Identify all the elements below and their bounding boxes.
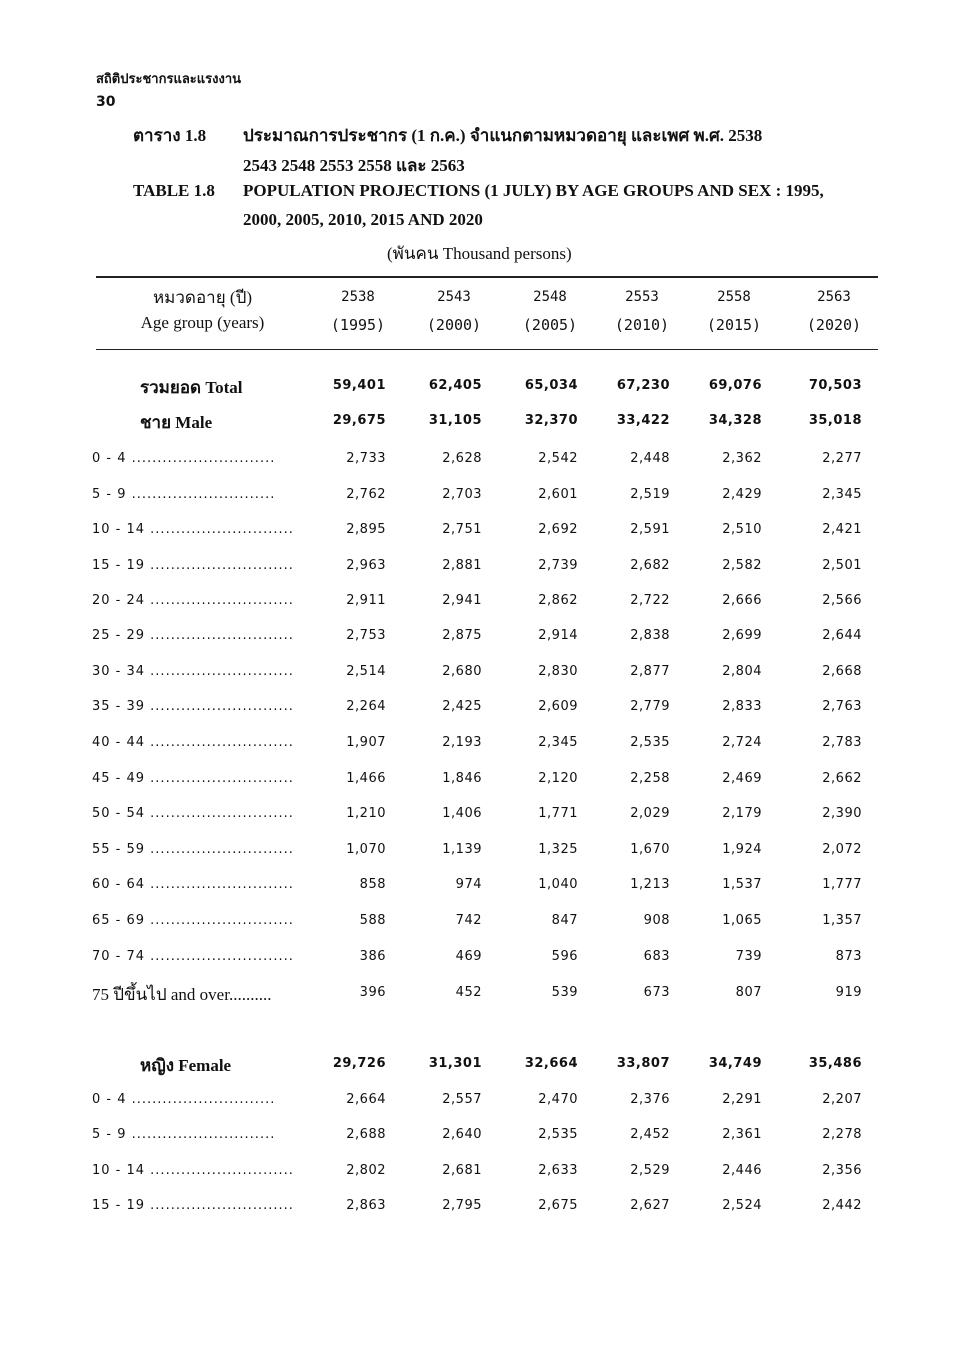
header-year-thai: 2548 [533, 289, 567, 305]
table-cell: 1,213 [630, 877, 670, 892]
table-cell: 452 [455, 985, 482, 1000]
table-cell: 2,207 [822, 1092, 862, 1107]
table-cell: 673 [643, 985, 670, 1000]
table-cell: 2,425 [442, 699, 482, 714]
table-cell: 2,833 [722, 699, 762, 714]
table-cell: 31,301 [428, 1056, 482, 1071]
table-cell: 2,264 [346, 699, 386, 714]
table-cell: 2,627 [630, 1198, 670, 1213]
table-row [0, 487, 966, 517]
table-cell: 2,722 [630, 593, 670, 608]
table-cell: 1,406 [442, 806, 482, 821]
row-label: 45 - 49 ............................ [92, 771, 294, 786]
table-cell: 908 [643, 913, 670, 928]
table-cell: 588 [359, 913, 386, 928]
table-row [0, 1127, 966, 1157]
table-cell: 2,640 [442, 1127, 482, 1142]
row-label: 10 - 14 ............................ [92, 1163, 294, 1178]
table-cell: 2,356 [822, 1163, 862, 1178]
row-label: ชาย Male [140, 413, 213, 432]
table-cell: 2,470 [538, 1092, 578, 1107]
table-cell: 2,795 [442, 1198, 482, 1213]
header-year-english: (2000) [426, 316, 482, 334]
table-cell: 2,277 [822, 451, 862, 466]
table-cell: 2,682 [630, 558, 670, 573]
table-row [0, 558, 966, 588]
table-row [0, 522, 966, 552]
table-cell: 2,535 [538, 1127, 578, 1142]
table-cell: 2,779 [630, 699, 670, 714]
table-row [0, 1198, 966, 1228]
table-cell: 2,681 [442, 1163, 482, 1178]
row-label: 20 - 24 ............................ [92, 593, 294, 608]
row-label: 70 - 74 ............................ [92, 949, 294, 964]
table-group-row [0, 1056, 966, 1086]
table-cell: 2,179 [722, 806, 762, 821]
table-cell: 2,802 [346, 1163, 386, 1178]
table-cell: 2,963 [346, 558, 386, 573]
table-cell: 2,762 [346, 487, 386, 502]
table-cell: 34,328 [708, 413, 762, 428]
table-cell: 34,749 [708, 1056, 762, 1071]
table-row [0, 628, 966, 658]
table-cell: 1,070 [346, 842, 386, 857]
table-cell: 2,566 [822, 593, 862, 608]
table-row [0, 593, 966, 623]
header-year-thai: 2563 [817, 289, 851, 305]
table-row [0, 771, 966, 801]
table-cell: 70,503 [808, 378, 862, 393]
row-label: 55 - 59 ............................ [92, 842, 294, 857]
row-label: 35 - 39 ............................ [92, 699, 294, 714]
table-cell: 1,357 [822, 913, 862, 928]
table-cell: 2,291 [722, 1092, 762, 1107]
table-cell: 2,446 [722, 1163, 762, 1178]
table-cell: 2,376 [630, 1092, 670, 1107]
table-header-rule [96, 349, 878, 350]
header-age-group-english: Age group (years) [140, 313, 265, 332]
table-cell: 2,193 [442, 735, 482, 750]
row-label: 5 - 9 ............................ [92, 487, 276, 502]
table-cell: 62,405 [428, 378, 482, 393]
table-cell: 2,519 [630, 487, 670, 502]
row-label: 65 - 69 ............................ [92, 913, 294, 928]
table-cell: 974 [455, 877, 482, 892]
table-cell: 69,076 [708, 378, 762, 393]
table-cell: 2,664 [346, 1092, 386, 1107]
table-cell: 2,863 [346, 1198, 386, 1213]
table-cell: 386 [359, 949, 386, 964]
table-cell: 2,258 [630, 771, 670, 786]
table-cell: 1,210 [346, 806, 386, 821]
table-cell: 2,881 [442, 558, 482, 573]
table-row [0, 806, 966, 836]
table-top-rule [96, 276, 878, 278]
table-cell: 1,537 [722, 877, 762, 892]
table-cell: 742 [455, 913, 482, 928]
caption-thai-text: ประมาณการประชากร (1 ก.ค.) จำแนกตามหมวดอายุ และเพศ พ.ศ. 2538 [243, 126, 763, 145]
header-year-english: (2020) [806, 316, 862, 334]
table-cell: 31,105 [428, 413, 482, 428]
row-label: รวมยอด Total [140, 378, 243, 397]
table-cell: 2,804 [722, 664, 762, 679]
table-row [0, 877, 966, 907]
table-cell: 2,542 [538, 451, 578, 466]
table-cell: 596 [551, 949, 578, 964]
table-cell: 2,582 [722, 558, 762, 573]
table-row [0, 699, 966, 729]
table-cell: 2,703 [442, 487, 482, 502]
table-cell: 2,875 [442, 628, 482, 643]
header-year-thai: 2538 [341, 289, 375, 305]
row-label: หญิง Female [140, 1056, 232, 1075]
caption-english-label: TABLE 1.8 [133, 181, 215, 200]
table-cell: 29,726 [332, 1056, 386, 1071]
table-cell: 2,699 [722, 628, 762, 643]
row-label: 25 - 29 ............................ [92, 628, 294, 643]
table-cell: 2,510 [722, 522, 762, 537]
header-year-thai: 2558 [717, 289, 751, 305]
row-label: 60 - 64 ............................ [92, 877, 294, 892]
table-cell: 2,675 [538, 1198, 578, 1213]
table-row [0, 985, 966, 1015]
table-row [0, 913, 966, 943]
row-label: 15 - 19 ............................ [92, 558, 294, 573]
table-group-row [0, 413, 966, 443]
table-cell: 2,345 [822, 487, 862, 502]
table-cell: 35,018 [808, 413, 862, 428]
table-cell: 1,924 [722, 842, 762, 857]
table-cell: 739 [735, 949, 762, 964]
table-cell: 2,724 [722, 735, 762, 750]
table-cell: 32,664 [524, 1056, 578, 1071]
table-cell: 2,666 [722, 593, 762, 608]
table-cell: 469 [455, 949, 482, 964]
table-cell: 2,609 [538, 699, 578, 714]
table-cell: 2,739 [538, 558, 578, 573]
header-year-english: (1995) [330, 316, 386, 334]
table-cell: 2,783 [822, 735, 862, 750]
table-cell: 2,830 [538, 664, 578, 679]
table-cell: 2,668 [822, 664, 862, 679]
row-label: 40 - 44 ............................ [92, 735, 294, 750]
table-cell: 2,591 [630, 522, 670, 537]
table-cell: 807 [735, 985, 762, 1000]
table-cell: 2,524 [722, 1198, 762, 1213]
table-cell: 1,139 [442, 842, 482, 857]
table-cell: 2,753 [346, 628, 386, 643]
header-year-english: (2015) [706, 316, 762, 334]
table-cell: 2,763 [822, 699, 862, 714]
table-cell: 2,029 [630, 806, 670, 821]
row-label: 0 - 4 ............................ [92, 451, 276, 466]
caption-thai-label: ตาราง 1.8 [133, 126, 207, 145]
table-cell: 2,390 [822, 806, 862, 821]
table-group-row [0, 378, 966, 408]
caption-english-text: POPULATION PROJECTIONS (1 JULY) BY AGE GROUPS AND SEX : 1995, [243, 181, 824, 200]
table-row [0, 842, 966, 872]
table-cell: 2,633 [538, 1163, 578, 1178]
table-cell: 2,628 [442, 451, 482, 466]
table-cell: 67,230 [616, 378, 670, 393]
table-cell: 396 [359, 985, 386, 1000]
table-cell: 59,401 [332, 378, 386, 393]
table-cell: 1,777 [822, 877, 862, 892]
table-cell: 2,862 [538, 593, 578, 608]
table-row [0, 1163, 966, 1193]
table-cell: 2,501 [822, 558, 862, 573]
table-cell: 33,807 [616, 1056, 670, 1071]
table-cell: 2,941 [442, 593, 482, 608]
row-label: 50 - 54 ............................ [92, 806, 294, 821]
page-number: 30 [96, 94, 116, 110]
table-cell: 2,688 [346, 1127, 386, 1142]
header-year-english: (2005) [522, 316, 578, 334]
table-cell: 858 [359, 877, 386, 892]
running-head: สถิติประชากรและแรงงาน [96, 72, 242, 87]
table-cell: 29,675 [332, 413, 386, 428]
table-cell: 2,448 [630, 451, 670, 466]
table-cell: 2,529 [630, 1163, 670, 1178]
table-cell: 2,751 [442, 522, 482, 537]
table-cell: 2,429 [722, 487, 762, 502]
table-cell: 1,065 [722, 913, 762, 928]
table-cell: 1,466 [346, 771, 386, 786]
table-row [0, 735, 966, 765]
table-cell: 873 [835, 949, 862, 964]
table-cell: 2,644 [822, 628, 862, 643]
row-label: 75 ปีขึ้นไป and over.......... [92, 985, 272, 1004]
table-cell: 2,877 [630, 664, 670, 679]
table-cell: 539 [551, 985, 578, 1000]
table-cell: 2,361 [722, 1127, 762, 1142]
table-row [0, 664, 966, 694]
table-cell: 919 [835, 985, 862, 1000]
table-cell: 2,072 [822, 842, 862, 857]
table-cell: 683 [643, 949, 670, 964]
table-cell: 2,557 [442, 1092, 482, 1107]
table-cell: 2,452 [630, 1127, 670, 1142]
table-row [0, 451, 966, 481]
table-unit: (พันคน Thousand persons) [387, 244, 572, 263]
table-cell: 2,838 [630, 628, 670, 643]
header-year-english: (2010) [614, 316, 670, 334]
table-cell: 2,692 [538, 522, 578, 537]
table-cell: 2,278 [822, 1127, 862, 1142]
table-cell: 1,040 [538, 877, 578, 892]
table-cell: 2,469 [722, 771, 762, 786]
table-cell: 2,514 [346, 664, 386, 679]
table-cell: 2,601 [538, 487, 578, 502]
table-cell: 2,120 [538, 771, 578, 786]
row-label: 5 - 9 ............................ [92, 1127, 276, 1142]
table-cell: 847 [551, 913, 578, 928]
table-cell: 1,846 [442, 771, 482, 786]
table-cell: 1,771 [538, 806, 578, 821]
table-cell: 2,442 [822, 1198, 862, 1213]
row-label: 10 - 14 ............................ [92, 522, 294, 537]
table-cell: 35,486 [808, 1056, 862, 1071]
caption-english-continued: 2000, 2005, 2010, 2015 AND 2020 [243, 210, 483, 229]
table-cell: 1,907 [346, 735, 386, 750]
table-cell: 2,911 [346, 593, 386, 608]
table-row [0, 1092, 966, 1122]
table-cell: 2,662 [822, 771, 862, 786]
table-cell: 2,895 [346, 522, 386, 537]
table-cell: 2,362 [722, 451, 762, 466]
table-row [0, 949, 966, 979]
header-year-thai: 2543 [437, 289, 471, 305]
caption-thai-continued: 2543 2548 2553 2558 และ 2563 [243, 156, 465, 175]
table-cell: 2,535 [630, 735, 670, 750]
table-cell: 2,914 [538, 628, 578, 643]
table-cell: 1,670 [630, 842, 670, 857]
row-label: 30 - 34 ............................ [92, 664, 294, 679]
table-cell: 32,370 [524, 413, 578, 428]
table-cell: 1,325 [538, 842, 578, 857]
table-cell: 33,422 [616, 413, 670, 428]
row-label: 0 - 4 ............................ [92, 1092, 276, 1107]
header-age-group-thai: หมวดอายุ (ปี) [152, 288, 253, 307]
table-cell: 2,345 [538, 735, 578, 750]
table-cell: 2,421 [822, 522, 862, 537]
table-cell: 65,034 [524, 378, 578, 393]
header-year-thai: 2553 [625, 289, 659, 305]
row-label: 15 - 19 ............................ [92, 1198, 294, 1213]
table-cell: 2,733 [346, 451, 386, 466]
table-cell: 2,680 [442, 664, 482, 679]
